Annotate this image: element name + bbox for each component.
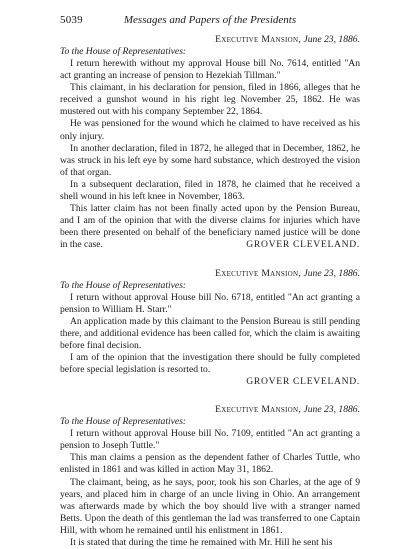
salutation: To the House of Representatives: — [60, 279, 187, 291]
signature: GROVER CLEVELAND. — [246, 376, 360, 388]
dateline — [60, 268, 360, 280]
dateline-place: Executive Mansion, — [215, 404, 302, 416]
paragraph: This man claims a pension as the dependent father of Charles Tuttle, who enlisted in 1861 and was killed in action May 31, 1862. — [60, 452, 360, 476]
section-gap — [60, 252, 360, 266]
running-title: Messages and Papers of the Presidents — [123, 14, 297, 26]
dateline-place: Executive Mansion, — [215, 34, 302, 45]
paragraph-text: This latter claim has not been finally acted upon by the Pension Bureau, and I am of the opinion that with the diverse claims for injuries which have been there presented on behalf of the beneficiary named justice will be done in the case. — [60, 203, 360, 251]
dateline-date: June 23, 1886. — [303, 404, 360, 416]
paragraph: The claimant, being, as he says, poor, took his son Charles, at the age of 9 years, and placed him in charge of an uncle living in Ohio. An arrangement was afterwards made by which the boy should live with a stranger named Betts. Upon the death of this gentleman the lad was transferred to one Captain Hill, with whom he remained until his enlistment in 1861. — [60, 476, 360, 536]
paragraph: I am of the opinion that the investigation there should be fully completed before special legislation is resorted to. — [60, 351, 360, 376]
paragraph-with-signature — [60, 203, 360, 251]
salutation: To the House of Representatives: — [60, 46, 187, 57]
message-starr — [60, 268, 360, 389]
dateline-place: Executive Mansion, — [215, 267, 302, 279]
dateline — [60, 34, 360, 46]
message-tillman — [60, 34, 360, 252]
paragraph: In another declaration, filed in 1872, he alleged that in December, 1862, he was struck in his left eye by some hard substance, which destroyed the vision of that organ. — [60, 142, 360, 178]
message-tuttle — [60, 404, 360, 549]
dateline-date: June 23, 1886. — [303, 267, 360, 279]
dateline — [60, 404, 360, 416]
paragraph: I return without approval House bill No. 6718, entitled "An act granting a pension to William H. Starr." — [60, 291, 360, 315]
salutation: To the House of Representatives: — [60, 416, 187, 428]
section-gap — [60, 388, 360, 402]
dateline-date: June 23, 1886. — [303, 34, 360, 45]
document-page — [60, 14, 360, 549]
paragraph: In a subsequent declaration, filed in 1878, he claimed that he received a shell wound in his left knee in November, 1863. — [60, 178, 360, 203]
page-header — [60, 14, 360, 32]
paragraph: I return herewith without my approval House bill No. 7614, entitled "An act granting an increase of pension to Hezekiah Tillman." — [60, 58, 360, 82]
paragraph: I return without approval House bill No. 7109, entitled "An act granting a pension to Joseph Tuttle." — [60, 428, 360, 452]
paragraph: An application made by this claimant to the Pension Bureau is still pending there, and additional evidence has been called for, which the claim is awaiting before final decision. — [60, 315, 360, 351]
paragraph: He was pensioned for the wound which he claimed to have received as his only injury. — [60, 118, 360, 142]
paragraph: This claimant, in his declaration for pension, filed in 1866, alleges that he received a gunshot wound in his right leg November 25, 1862. He was mustered out with his company September 22, 1864. — [60, 82, 360, 118]
paragraph: It is stated that during the time he remained with Mr. Hill he sent his — [70, 537, 333, 548]
page-number: 5039 — [60, 14, 83, 26]
signature: GROVER CLEVELAND. — [246, 239, 360, 251]
